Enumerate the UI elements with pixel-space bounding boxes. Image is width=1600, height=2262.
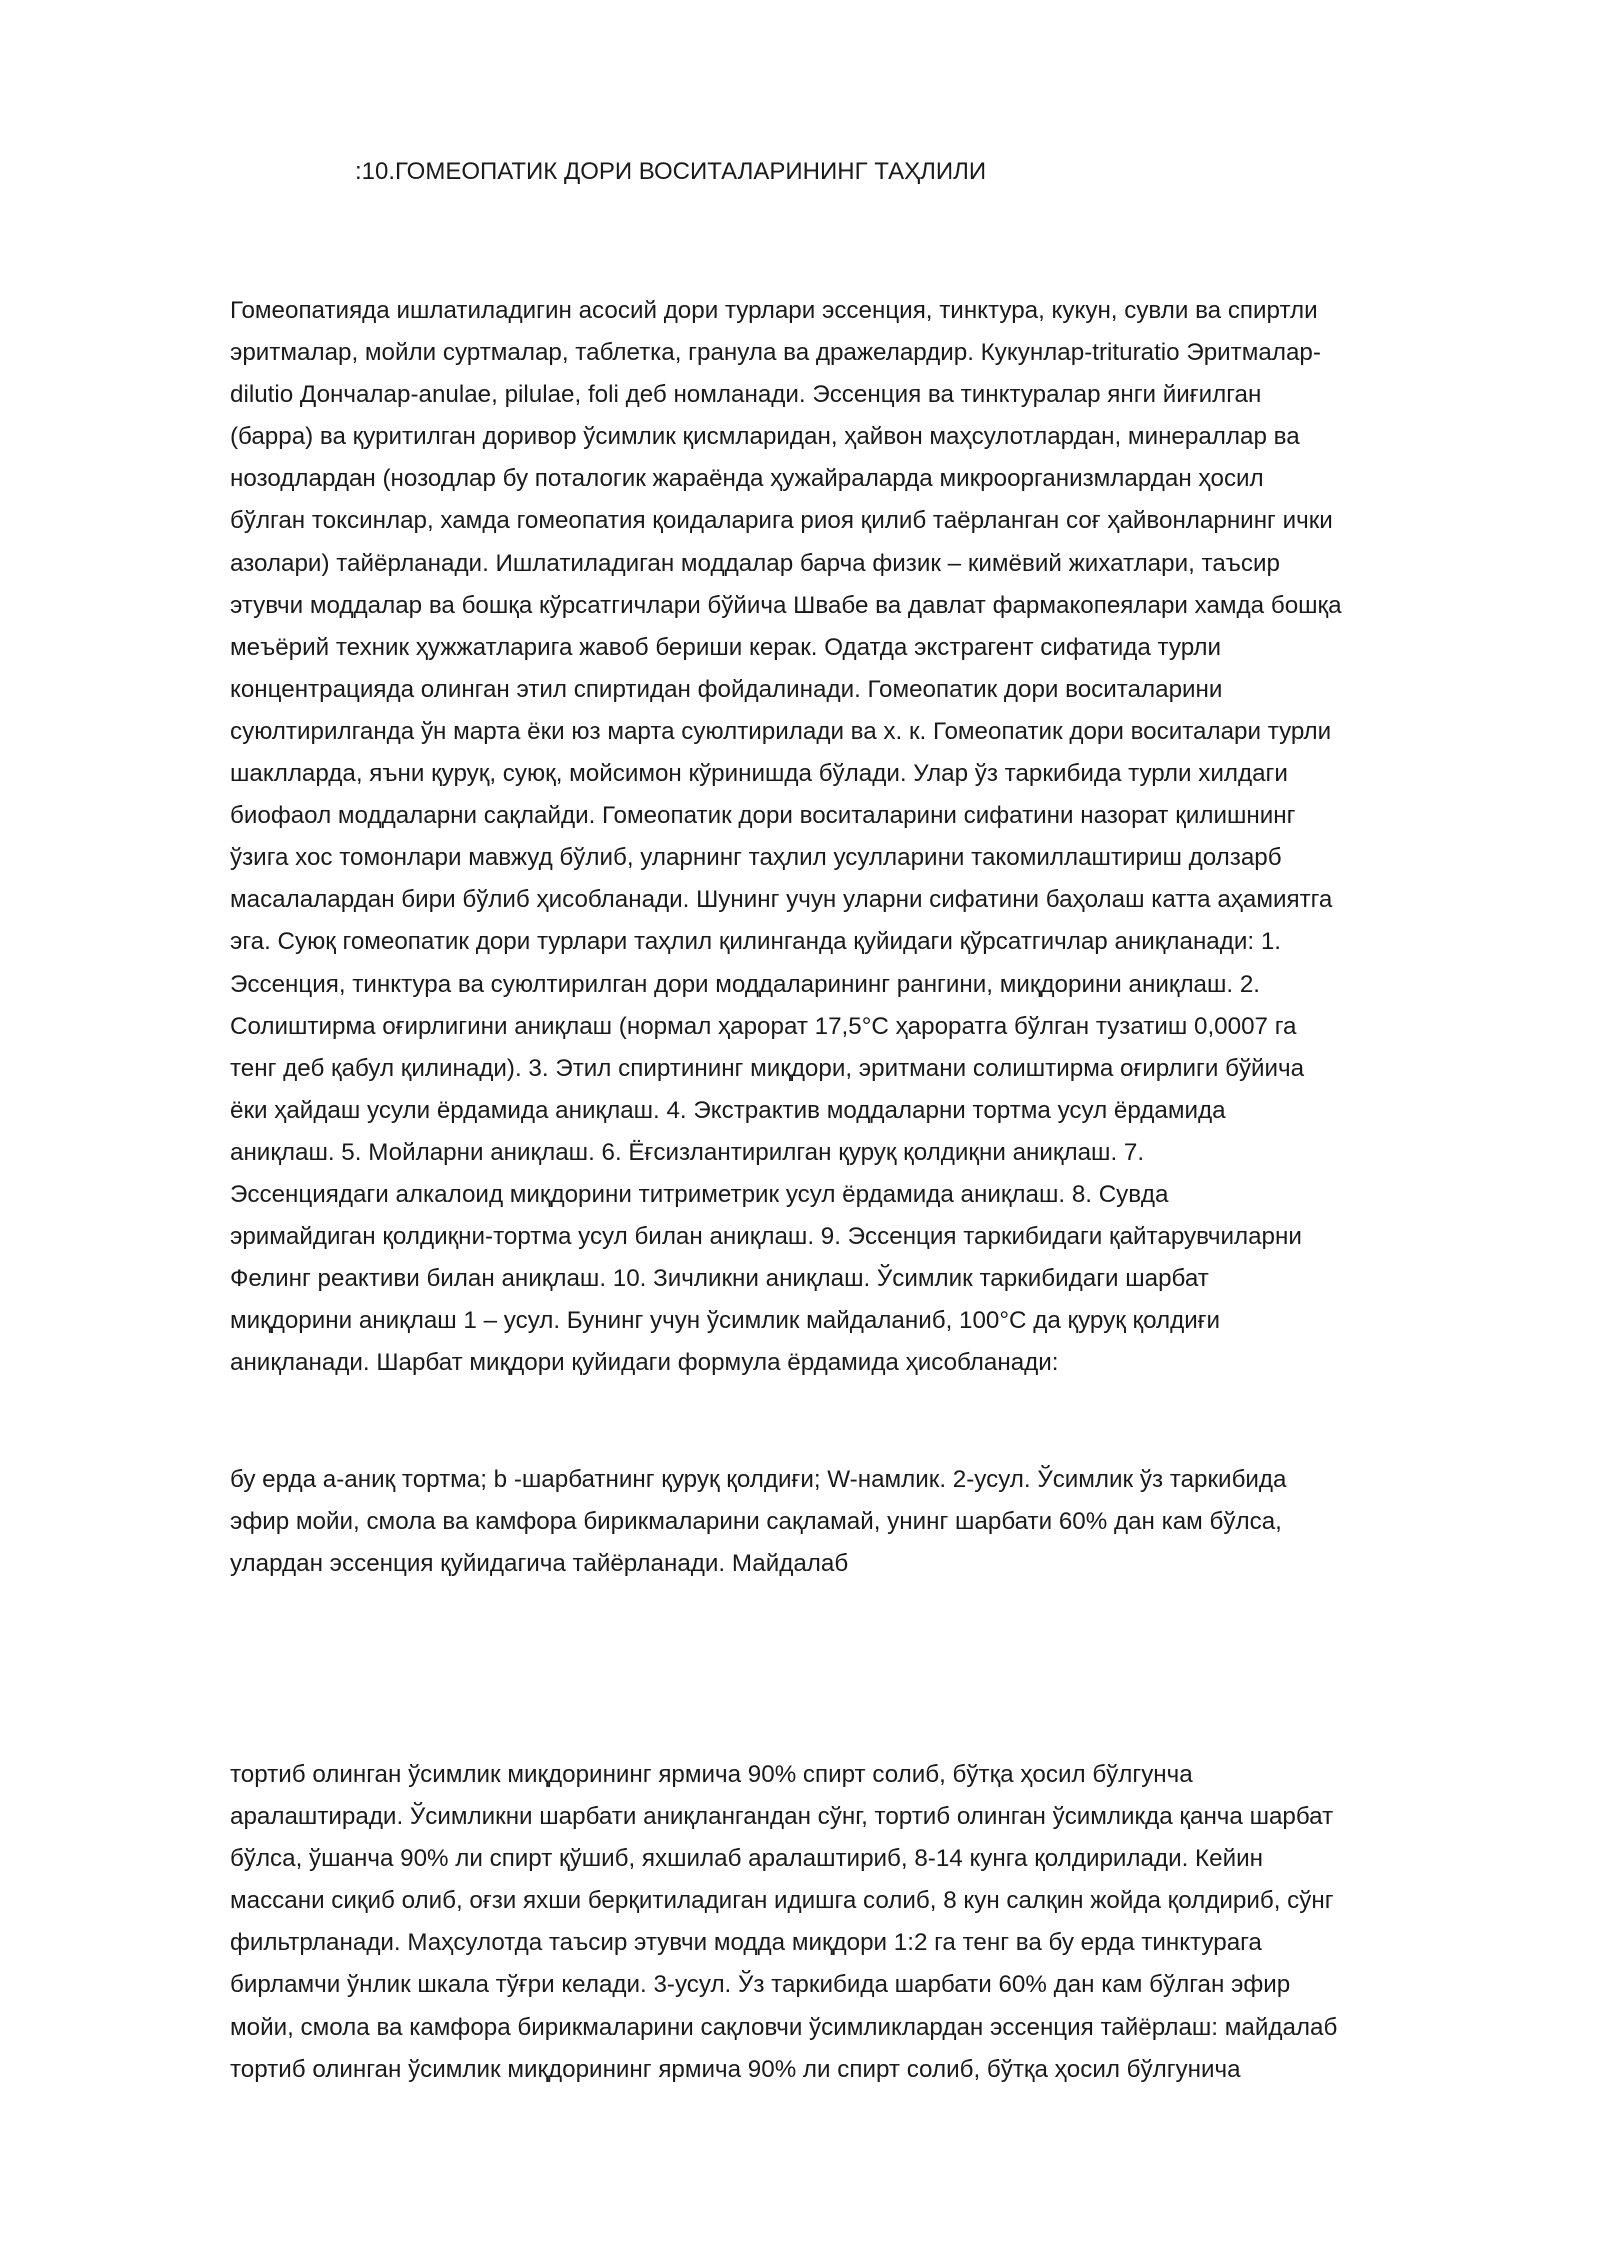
text-line: ёки ҳайдаш усули ёрдамида аниқлаш. 4. Экстрактив моддаларни тортма усул ёрдамида xyxy=(230,1096,1226,1124)
text-line: шаклларда, яъни қуруқ, суюқ, мойсимон кўринишда бўлади. Улар ўз таркибида турли хилдаги xyxy=(230,760,1288,788)
text-line: Гомеопатияда ишлатиладигин асосий дори турлари эссенция, тинктура, кукун, сувли ва спиртли xyxy=(230,297,1318,324)
text-line: биофаол моддаларни сақлайди. Гомеопатик дори воситаларини сифатини назорат қилишнинг xyxy=(230,802,1296,830)
text-line: Эссенция, тинктура ва суюлтирилган дори моддаларининг рангини, миқдорини аниқлаш. 2. xyxy=(230,970,1261,998)
text-line: этувчи моддалар ва бошқа кўрсатгичлари бўйича Швабе ва давлат фармакопеялари хамда бошқа xyxy=(230,591,1342,619)
text-line: бўлса, ўшанча 90% ли спирт қўшиб, яхшилаб аралаштириб, 8-14 кунга қолдирилади. Кейин xyxy=(230,1845,1263,1873)
text-line: миқдорини аниқлаш 1 – усул. Бунинг учун ўсимлик майдаланиб, 100°С да қуруқ қолдиғи xyxy=(230,1307,1221,1335)
text-line: аниқланади. Шарбат миқдори қуйидаги формула ёрдамида ҳисобланади: xyxy=(230,1349,1059,1377)
text-line: Фелинг реактиви билан аниқлаш. 10. Зичликни аниқлаш. Ўсимлик таркибидаги шарбат xyxy=(230,1265,1209,1293)
text-line: тенг деб қабул қилинади). 3. Этил спиртининг миқдори, эритмани солиштирма оғирлиги бўйича xyxy=(230,1054,1305,1082)
text-line: аралаштиради. Ўсимликни шарбати аниқлангандан сўнг, тортиб олинган ўсимликда қанча шарбат xyxy=(230,1803,1334,1831)
text-line: аниқлаш. 5. Мойларни аниқлаш. 6. Ёғсизлантирилган қуруқ қолдиқни аниқлаш. 7. xyxy=(230,1138,1145,1166)
text-line: эга. Суюқ гомеопатик дори турлари таҳлил қилинганда қуйидаги қўрсатгичлар аниқланади: 1. xyxy=(230,928,1281,956)
text-line: фильтрланади. Маҳсулотда таъсир этувчи модда миқдори 1:2 га тенг ва бу ерда тинктурага xyxy=(230,1929,1262,1957)
paragraph-1 xyxy=(230,290,1478,1384)
text-line: суюлтирилганда ўн марта ёки юз марта суюлтирилади ва х. к. Гомеопатик дори воситалари турли xyxy=(230,717,1332,745)
text-line: тортиб олинган ўсимлик миқдорининг ярмича 90% спирт солиб, бўтқа ҳосил бўлгунча xyxy=(230,1761,1193,1788)
text-line: бўлган токсинлар, хамда гомеопатия қоидаларига риоя қилиб таёрланган соғ ҳайвонларнинг ички xyxy=(230,507,1333,535)
text-line: концентрацияда олинган этил спиртидан фойдалинади. Гомеопатик дори воситаларини xyxy=(230,675,1223,703)
text-line: эритмалар, мойли суртмалар, таблетка, гранула ва дражелардир. Кукунлар-trituratio Эритмалар- xyxy=(230,339,1321,367)
text-line: бирламчи ўнлик шкала тўғри келади. 3-усул. Ўз таркибида шарбати 60% дан кам бўлган эфир xyxy=(230,1971,1291,1999)
text-line: Солиштирма оғирлигини аниқлаш (нормал ҳарорат 17,5°С ҳароратга бўлган тузатиш 0,0007 га xyxy=(230,1012,1297,1040)
text-line: эримайдиган қолдиқни-тортма усул билан аниқлаш. 9. Эссенция таркибидаги қайтарувчиларни xyxy=(230,1223,1302,1251)
text-line: тортиб олинган ўсимлик миқдорининг ярмича 90% ли спирт солиб, бўтқа ҳосил бўлгунича xyxy=(230,2055,1241,2083)
paragraph-3 xyxy=(230,1754,1478,2091)
text-line: ўзига хос томонлари мавжуд бўлиб, уларнинг таҳлил усулларини такомиллаштириш долзарб xyxy=(230,844,1282,872)
text-line: масалалардан бири бўлиб ҳисобланади. Шунинг учун уларни сифатини баҳолаш катта аҳамиятга xyxy=(230,886,1333,914)
text-line: Эссенциядаги алкалоид миқдорини титриметрик усул ёрдамида аниқлаш. 8. Сувда xyxy=(230,1180,1169,1208)
paragraph-2 xyxy=(230,1459,1478,1585)
text-line: dilutio Дончалар-anulae, pilulae, foli деб номланади. Эссенция ва тинктуралар янги йиғилган xyxy=(230,381,1262,409)
text-line: азолари) тайёрланади. Ишлатиладиган моддалар барча физик – кимёвий жихатлари, таъсир xyxy=(230,549,1280,577)
text-line: (барра) ва қуритилган доривор ўсимлик қисмларидан, ҳайвон маҳсулотлардан, минераллар ва xyxy=(230,423,1300,451)
document-title: :10.ГОМЕОПАТИК ДОРИ ВОСИТАЛАРИНИНГ ТАҲЛИЛИ xyxy=(355,158,987,185)
text-line: эфир мойи, смола ва камфора бирикмаларини сақламай, унинг шарбати 60% дан кам бўлса, xyxy=(230,1508,1282,1536)
text-line: меъёрий техник ҳужжатларига жавоб бериши керак. Одатда экстрагент сифатида турли xyxy=(230,633,1221,661)
text-line: улардан эссенция қуйидагича тайёрланади. Майдалаб xyxy=(230,1550,849,1578)
text-line: массани сиқиб олиб, оғзи яхши берқитиладиган идишга солиб, 8 кун салқин жойда қолдириб, сўнг xyxy=(230,1887,1334,1915)
text-line: мойи, смола ва камфора бирикмаларини сақловчи ўсимликлардан эссенция тайёрлаш: майдалаб xyxy=(230,2013,1338,2041)
text-line: бу ерда а-аниқ тортма; b -шарбатнинг қуруқ қолдиғи; W-намлик. 2-усул. Ўсимлик ўз таркибида xyxy=(230,1466,1287,1493)
text-line: нозодлардан (нозодлар бу поталогик жараёнда ҳужайраларда микроорганизмлардан ҳосил xyxy=(230,465,1264,493)
